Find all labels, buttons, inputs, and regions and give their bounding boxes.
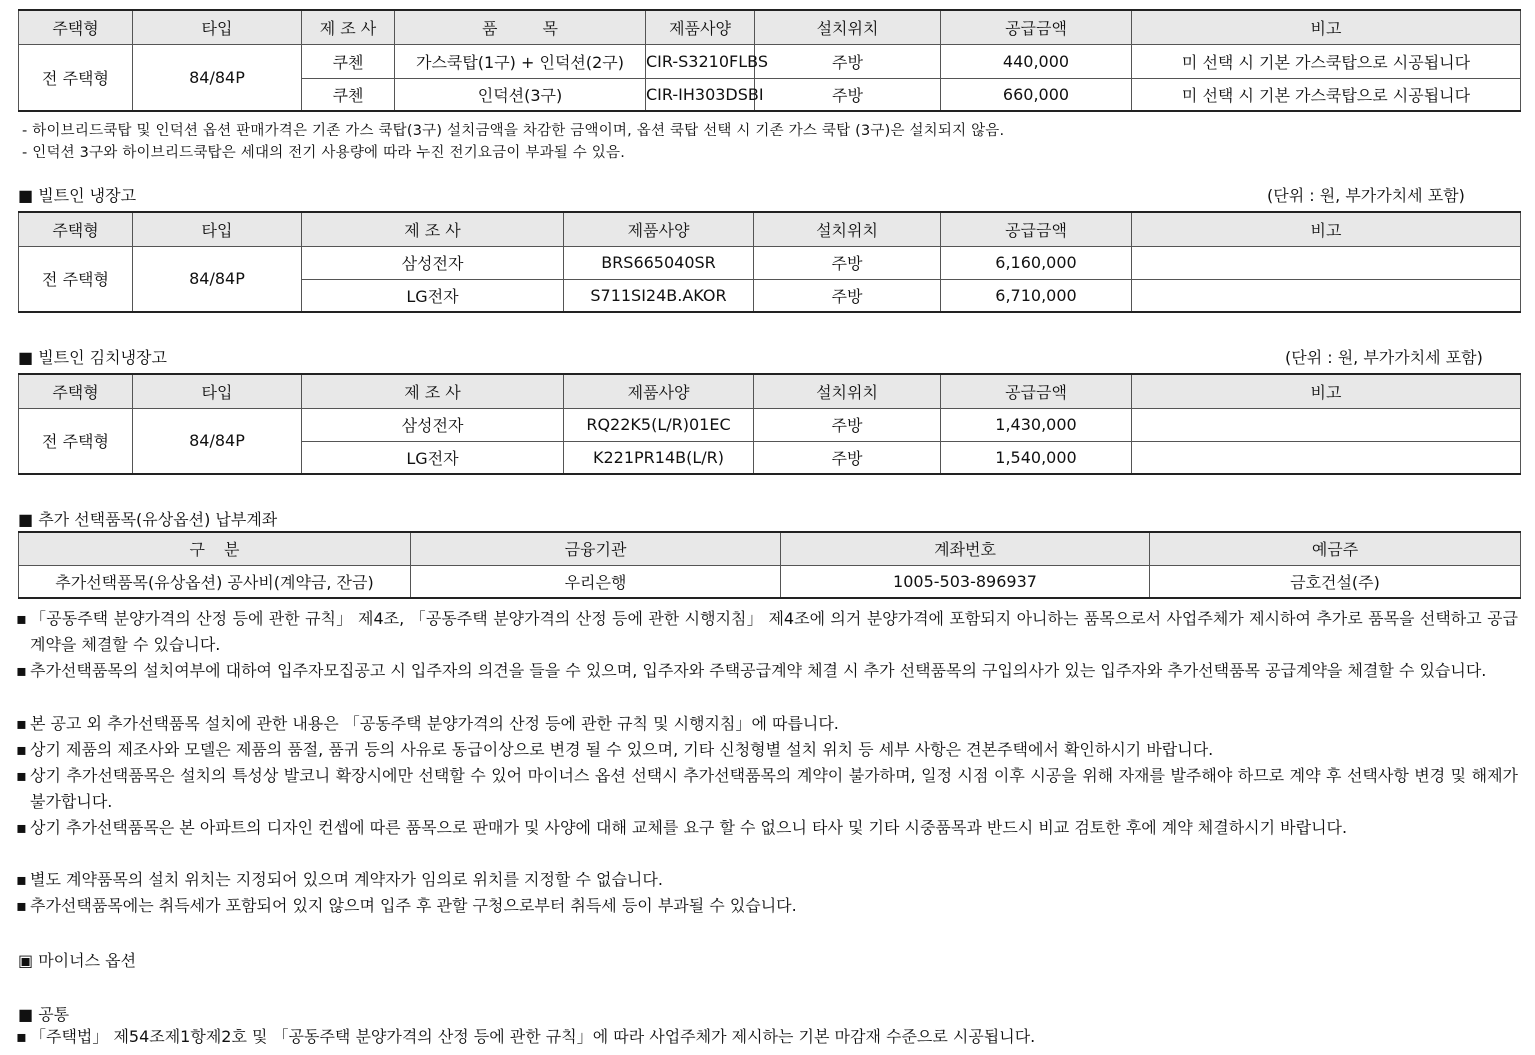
header-price: 공급금액 <box>941 10 1132 44</box>
note-cell: 미 선택 시 기본 가스쿡탑으로 시공됩니다 <box>1132 78 1521 111</box>
type-cell: 84/84P <box>133 408 302 474</box>
notice-bullet <box>16 763 1518 815</box>
cooktop-note: - 인덕션 3구와 하이브리드쿡탑은 세대의 전기 사용량에 따라 누진 전기요금이 부과될 수 있음. <box>22 145 626 161</box>
note-cell <box>1132 246 1521 279</box>
cooktop-note: - 하이브리드쿡탑 및 인덕션 옵션 판매가격은 기존 가스 쿡탑(3구) 설치금액을 차감한 금액이며, 옵션 쿡탑 선택 시 기존 가스 쿡탑 (3구)은 설치되지 않음. <box>22 123 1005 139</box>
table-row <box>19 565 1521 598</box>
header-note: 비고 <box>1132 10 1521 44</box>
price-cell: 660,000 <box>941 78 1132 111</box>
notice-text: 「주택법」 제54조제1항제2호 및 「공동주택 분양가격의 산정 등에 관한 규칙」에 따라 사업주체가 제시하는 기본 마감재 수준으로 시공됩니다. <box>30 1027 1036 1046</box>
notice-bullet <box>16 1024 1518 1050</box>
bullet-marker: ▪ <box>16 766 27 785</box>
header-type: 타입 <box>133 10 302 44</box>
type-cell: 84/84P <box>133 44 302 111</box>
note-cell <box>1132 279 1521 312</box>
header-maker: 제 조 사 <box>302 10 395 44</box>
header-location: 설치위치 <box>755 10 941 44</box>
maker-cell: 쿠첸 <box>302 78 395 111</box>
item-cell: 가스쿡탑(1구) + 인덕션(2구) <box>395 44 646 78</box>
house-type-cell: 전 주택형 <box>19 408 133 474</box>
header-bank: 금융기관 <box>411 532 781 565</box>
header-spec: 제품사양 <box>564 212 754 246</box>
fridge-unit-note: (단위 : 원, 부가가치세 포함) <box>1267 186 1465 205</box>
table-row <box>19 246 1521 279</box>
house-type-cell: 전 주택형 <box>19 44 133 111</box>
fridge-section-title: ■ 빌트인 냉장고 <box>18 186 137 205</box>
location-cell: 주방 <box>754 441 941 474</box>
spec-cell: RQ22K5(L/R)01EC <box>564 408 754 441</box>
header-house-type: 주택형 <box>19 374 133 408</box>
spec-cell: S711SI24B.AKOR <box>564 279 754 312</box>
location-cell: 주방 <box>754 408 941 441</box>
header-price: 공급금액 <box>941 212 1132 246</box>
price-cell: 440,000 <box>941 44 1132 78</box>
header-house-type: 주택형 <box>19 10 133 44</box>
table-row <box>19 408 1521 441</box>
header-account-number: 계좌번호 <box>781 532 1150 565</box>
notice-bullet <box>16 893 1518 919</box>
notice-bullet <box>16 711 1518 737</box>
house-type-cell: 전 주택형 <box>19 246 133 312</box>
header-item: 품 목 <box>395 10 646 44</box>
header-maker: 제 조 사 <box>302 374 564 408</box>
spec-cell: CIR-IH303DSBI <box>646 78 755 111</box>
maker-cell: 삼성전자 <box>302 408 564 441</box>
payment-account-table <box>18 531 1521 599</box>
bullet-marker: ▪ <box>16 870 27 889</box>
notice-text: 추가선택품목에는 취득세가 포함되어 있지 않으며 입주 후 관할 구청으로부터 취득세 등이 부과될 수 있습니다. <box>30 896 797 915</box>
bullet-marker: ▪ <box>16 661 27 680</box>
notice-text: 상기 추가선택품목은 본 아파트의 디자인 컨셉에 따른 품목으로 판매가 및 사양에 대해 교체를 요구 할 수 없으니 타사 및 기타 시중품목과 반드시 비교 검토한 후에 계약 체결하시기 바랍니다. <box>30 818 1348 837</box>
category-cell: 추가선택품목(유상옵션) 공사비(계약금, 잔금) <box>19 565 411 598</box>
spec-cell: K221PR14B(L/R) <box>564 441 754 474</box>
header-category: 구 분 <box>19 532 411 565</box>
maker-cell: LG전자 <box>302 441 564 474</box>
spec-cell: BRS665040SR <box>564 246 754 279</box>
note-cell <box>1132 408 1521 441</box>
bullet-marker: ▪ <box>16 818 27 837</box>
location-cell: 주방 <box>754 279 941 312</box>
notice-text: 「공동주택 분양가격의 산정 등에 관한 규칙」 제4조, 「공동주택 분양가격의 산정 등에 관한 시행지침」 제4조에 의거 분양가격에 포함되지 아니하는 품목으로서 사업주체가 제시하여 추가로 품목을 선택하고 공급계약을 체결할 수 있습니다. <box>30 609 1518 654</box>
minus-option-title: ▣ 마이너스 옵션 <box>18 951 137 970</box>
price-cell: 1,430,000 <box>941 408 1132 441</box>
location-cell: 주방 <box>755 44 941 78</box>
header-account-holder: 예금주 <box>1150 532 1521 565</box>
notice-bullet <box>16 737 1518 763</box>
notice-bullet <box>16 606 1518 658</box>
notice-text: 상기 추가선택품목은 설치의 특성상 발코니 확장시에만 선택할 수 있어 마이너스 옵션 선택시 추가선택품목의 계약이 불가하며, 일정 시점 이후 시공을 위해 자재를 발주해야 하므로 계약 후 선택사항 변경 및 해제가 불가합니다. <box>30 766 1518 811</box>
notice-bullet <box>16 658 1518 684</box>
price-cell: 6,160,000 <box>941 246 1132 279</box>
notice-text: 추가선택품목의 설치여부에 대하여 입주자모집공고 시 입주자의 의견을 들을 수 있으며, 입주자와 주택공급계약 체결 시 추가 선택품목의 구입의사가 있는 입주자와 추가선택품목 공급계약을 체결할 수 있습니다. <box>30 661 1487 680</box>
location-cell: 주방 <box>754 246 941 279</box>
account-number-cell: 1005-503-896937 <box>781 565 1150 598</box>
notice-bullet <box>16 815 1518 841</box>
note-cell <box>1132 441 1521 474</box>
bullet-marker: ▪ <box>16 1027 27 1046</box>
header-location: 설치위치 <box>754 212 941 246</box>
cooktop-option-table <box>18 9 1521 112</box>
table-row <box>19 44 1521 78</box>
common-section-title: ■ 공통 <box>18 1005 70 1024</box>
item-cell: 인덕션(3구) <box>395 78 646 111</box>
header-type: 타입 <box>133 374 302 408</box>
header-spec: 제품사양 <box>564 374 754 408</box>
header-house-type: 주택형 <box>19 212 133 246</box>
maker-cell: 쿠첸 <box>302 44 395 78</box>
maker-cell: 삼성전자 <box>302 246 564 279</box>
notice-text: 별도 계약품목의 설치 위치는 지정되어 있으며 계약자가 임의로 위치를 지정할 수 없습니다. <box>30 870 663 889</box>
header-price: 공급금액 <box>941 374 1132 408</box>
type-cell: 84/84P <box>133 246 302 312</box>
bullet-marker: ▪ <box>16 714 27 733</box>
kimchi-fridge-table <box>18 373 1521 475</box>
bullet-marker: ▪ <box>16 896 27 915</box>
spec-cell: CIR-S3210FLBS <box>646 44 755 78</box>
bank-cell: 우리은행 <box>411 565 781 598</box>
account-section-title: ■ 추가 선택품목(유상옵션) 납부계좌 <box>18 510 278 529</box>
notice-bullet <box>16 867 1518 893</box>
maker-cell: LG전자 <box>302 279 564 312</box>
notice-text: 본 공고 외 추가선택품목 설치에 관한 내용은 「공동주택 분양가격의 산정 등에 관한 규칙 및 시행지침」에 따릅니다. <box>30 714 839 733</box>
header-maker: 제 조 사 <box>302 212 564 246</box>
header-note: 비고 <box>1132 212 1521 246</box>
header-location: 설치위치 <box>754 374 941 408</box>
bullet-marker: ▪ <box>16 740 27 759</box>
header-type: 타입 <box>133 212 302 246</box>
kimchi-section-title: ■ 빌트인 김치냉장고 <box>18 348 167 367</box>
bullet-marker: ▪ <box>16 609 27 628</box>
header-note: 비고 <box>1132 374 1521 408</box>
header-spec: 제품사양 <box>646 10 755 44</box>
price-cell: 6,710,000 <box>941 279 1132 312</box>
account-holder-cell: 금호건설(주) <box>1150 565 1521 598</box>
note-cell: 미 선택 시 기본 가스쿡탑으로 시공됩니다 <box>1132 44 1521 78</box>
price-cell: 1,540,000 <box>941 441 1132 474</box>
notice-text: 상기 제품의 제조사와 모델은 제품의 품절, 품귀 등의 사유로 동급이상으로 변경 될 수 있으며, 기타 신청형별 설치 위치 등 세부 사항은 견본주택에서 확인하시기 바랍니다. <box>30 740 1214 759</box>
kimchi-unit-note: (단위 : 원, 부가가치세 포함) <box>1285 348 1483 367</box>
location-cell: 주방 <box>755 78 941 111</box>
fridge-table <box>18 211 1521 313</box>
